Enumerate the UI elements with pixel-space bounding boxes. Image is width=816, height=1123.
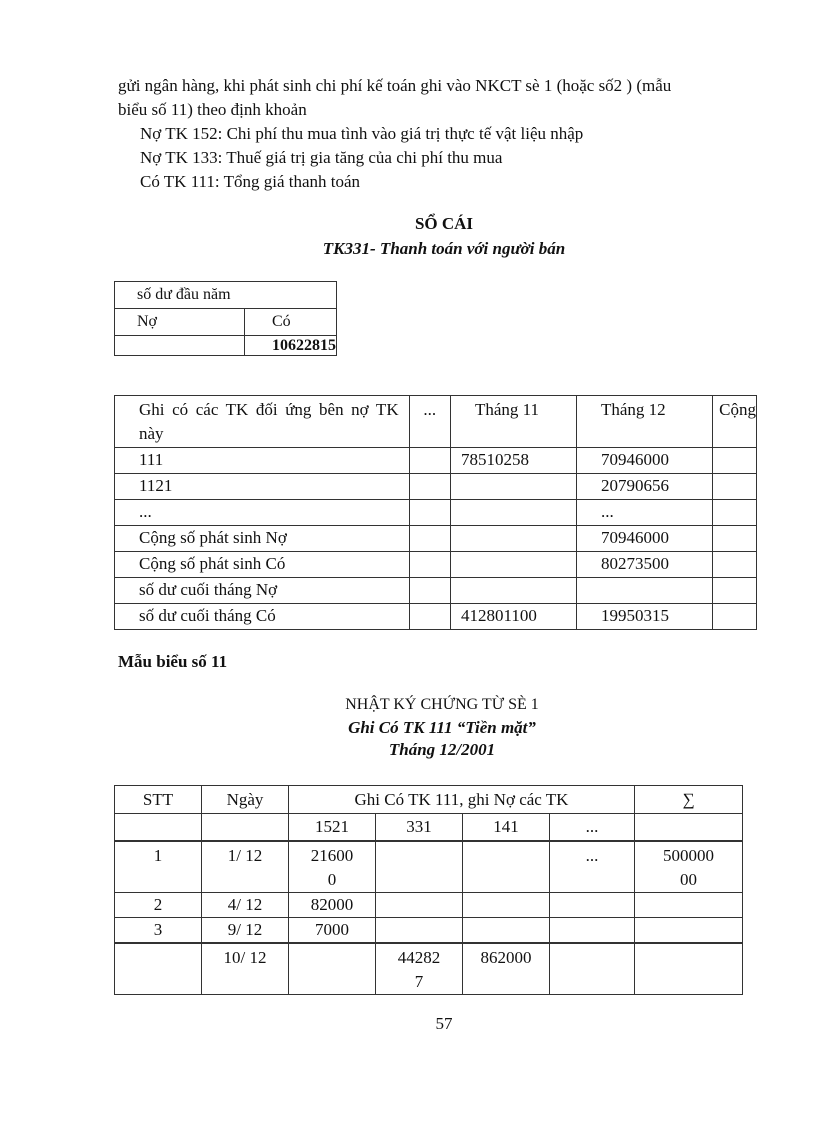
table-row [115, 552, 757, 578]
cell [409, 526, 450, 552]
table-row [115, 604, 757, 630]
journal-table [114, 785, 743, 995]
intro-paragraph [118, 74, 750, 194]
journal-title: NHẬT KÝ CHỨNG TỪ SÈ 1 [345, 696, 539, 713]
cell [409, 552, 450, 578]
cell [713, 552, 757, 578]
cell [450, 552, 576, 578]
opening-balance-header: số dư đầu năm [115, 282, 337, 309]
table-row [115, 943, 743, 995]
opening-balance-table [114, 281, 337, 356]
cell: 500000 00 [635, 841, 743, 893]
table-row [115, 500, 757, 526]
opening-credit-value: 10622815 [245, 336, 337, 356]
intro-line-4: Nợ TK 133: Thuế giá trị gia tăng của chi phí thu mua [140, 148, 503, 167]
cell [409, 500, 450, 526]
cell [115, 814, 202, 842]
intro-line-2: biểu số 11) theo định khoản [118, 100, 307, 119]
cell [550, 943, 635, 995]
opening-debit-header: Nợ [115, 309, 245, 336]
cell [376, 893, 463, 918]
journal-sub-ellipsis: ... [550, 814, 635, 842]
cell [450, 526, 576, 552]
table-row [115, 448, 757, 474]
table-row [115, 578, 757, 604]
cell [576, 578, 712, 604]
intro-line-5: Có TK 111: Tổng giá thanh toán [140, 172, 361, 191]
cell [450, 474, 576, 500]
cell: ... [550, 841, 635, 893]
cell [409, 604, 450, 630]
intro-line-1: gửi ngân hàng, khi phát sinh chi phí kế toán ghi vào NKCT sè 1 (hoặc số2 ) (mẫu [118, 76, 672, 95]
table-row [115, 841, 743, 893]
cell [635, 814, 743, 842]
journal-sub-1521: 1521 [289, 814, 376, 842]
cell: 80273500 [576, 552, 712, 578]
cell: 2 [115, 893, 202, 918]
cell: 412801100 [450, 604, 576, 630]
cell [550, 893, 635, 918]
cell [713, 500, 757, 526]
cell [713, 526, 757, 552]
cell: 4/ 12 [202, 893, 289, 918]
journal-sub-141: 141 [463, 814, 550, 842]
cell: 862000 [463, 943, 550, 995]
cell [409, 474, 450, 500]
form-label: Mẫu biểu số 11 [118, 652, 228, 671]
cell: 44282 7 [376, 943, 463, 995]
cell: 1 [115, 841, 202, 893]
journal-month: Tháng 12/2001 [388, 740, 496, 759]
opening-credit-header: Có [245, 309, 337, 336]
cell [463, 893, 550, 918]
cell: 82000 [289, 893, 376, 918]
journal-header-date: Ngày [202, 786, 289, 814]
cell [463, 841, 550, 893]
table-row [115, 918, 743, 944]
cell [713, 604, 757, 630]
cell: 10/ 12 [202, 943, 289, 995]
journal-header-sum: ∑ [635, 786, 743, 814]
cell [289, 943, 376, 995]
ledger-header-ellipsis: ... [409, 396, 450, 448]
cell [450, 500, 576, 526]
ledger-table [114, 395, 757, 630]
ledger-subtitle: TK331- Thanh toán với người bán [322, 239, 566, 258]
cell [376, 841, 463, 893]
cell: 21600 0 [289, 841, 376, 893]
ledger-header-total: Cộng [713, 396, 757, 448]
cell [635, 943, 743, 995]
cell: Cộng số phát sinh Có [115, 552, 410, 578]
cell: số dư cuối tháng Có [115, 604, 410, 630]
cell [409, 448, 450, 474]
cell: ... [115, 500, 410, 526]
cell [635, 893, 743, 918]
cell: 7000 [289, 918, 376, 944]
cell: Cộng số phát sinh Nợ [115, 526, 410, 552]
journal-sub-331: 331 [376, 814, 463, 842]
journal-header-group: Ghi Có TK 111, ghi Nợ các TK [289, 786, 635, 814]
ledger-title: SỔ CÁI [414, 214, 474, 233]
cell [713, 474, 757, 500]
cell [409, 578, 450, 604]
cell [713, 578, 757, 604]
cell: 111 [115, 448, 410, 474]
cell: 19950315 [576, 604, 712, 630]
cell: 9/ 12 [202, 918, 289, 944]
ledger-header-accounts: Ghi có các TK đối ứng bên nợ TK này [115, 396, 410, 448]
cell [635, 918, 743, 944]
opening-debit-value [115, 336, 245, 356]
ledger-header-month-12: Tháng 12 [576, 396, 712, 448]
journal-header-stt: STT [115, 786, 202, 814]
journal-subtitle: Ghi Có TK 111 “Tiền mặt” [348, 718, 536, 737]
intro-line-3: Nợ TK 152: Chi phí thu mua tình vào giá trị thực tế vật liệu nhập [140, 124, 584, 143]
page-number: 57 [435, 1014, 453, 1033]
cell [450, 578, 576, 604]
cell [463, 918, 550, 944]
cell: 20790656 [576, 474, 712, 500]
ledger-header-month-11: Tháng 11 [450, 396, 576, 448]
cell [376, 918, 463, 944]
cell: 1121 [115, 474, 410, 500]
cell: 78510258 [450, 448, 576, 474]
table-row [115, 526, 757, 552]
table-row [115, 893, 743, 918]
cell: 3 [115, 918, 202, 944]
cell: số dư cuối tháng Nợ [115, 578, 410, 604]
table-row [115, 474, 757, 500]
cell [202, 814, 289, 842]
cell [115, 943, 202, 995]
cell: 1/ 12 [202, 841, 289, 893]
cell: 70946000 [576, 448, 712, 474]
cell: ... [576, 500, 712, 526]
cell [550, 918, 635, 944]
cell: 70946000 [576, 526, 712, 552]
cell [713, 448, 757, 474]
